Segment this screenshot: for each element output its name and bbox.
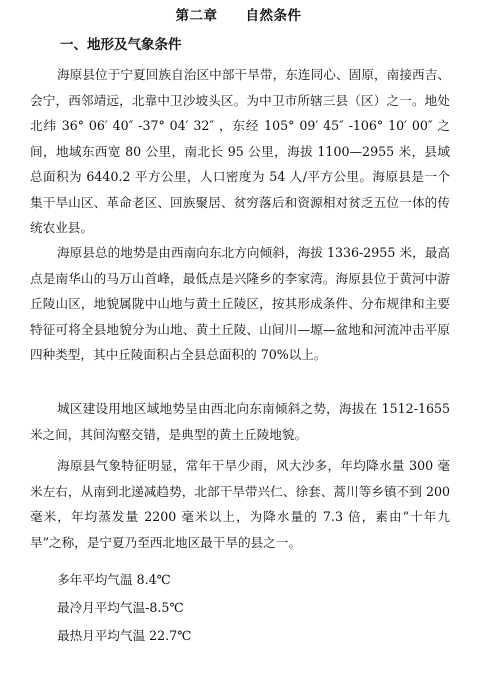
stat-annual-mean-temperature: 多年平均气温 8.4℃ (57, 572, 171, 587)
stat-hottest-month-temperature: 最热月平均气温 22.7℃ (57, 628, 192, 643)
stat-coldest-month-temperature: 最冷月平均气温-8.5℃ (57, 600, 184, 615)
paragraph-climate: 海原县气象特征明显，常年干旱少雨，风大沙多，年均降水量 300 毫米左右，从南到北递减趋势，北部干旱带兴仁、徐套、蒿川等乡镇不到 200 毫米，年均蒸发量 2200 毫米以上，为降水量的 7.3 倍，素由“十年九旱”之称，是宁夏乃至西北地区最干旱的县之一。 (30, 458, 450, 550)
section-heading: 一、地形及气象条件 (60, 37, 182, 53)
paragraph-terrain: 海原县总的地势是由西南向东北方向倾斜，海拔 1336-2955 米，最高点是南华山的马万山首峰，最低点是兴隆乡的李家湾。海原县位于黄河中游丘陵山区，地貌属陇中山地与黄土丘陵区，按其形成条件、分布规律和主要特征可将全县地貌分为山地、黄土丘陵、山间川—塬—盆地和河流冲击平原四种类型，其中丘陵面积占全县总面积的 70%以上。 (30, 245, 450, 362)
paragraph-urban-area: 城区建设用地区域地势呈由西北向东南倾斜之势，海拔在 1512-1655 米之间，其间沟壑交错，是典型的黄土丘陵地貌。 (30, 401, 450, 442)
paragraph-location: 海原县位于宁夏回族自治区中部干旱带，东连同心、固原，南接西吉、会宁，西邻靖远，北靠中卫沙坡头区。为中卫市所辖三县（区）之一。地处北纬 36° 06′ 40″ -37° 04′ 32″ ，东经 105° 09′ 45″ -106° 10′ 00″ 之间，地域东西宽 80 公里，南北长 95 公里，海拔 1100—2955 米，县域总面积为 6440.2 平方公里，人口密度为 54 人/平方公里。海原县是一个集干旱山区、革命老区、回族聚居、贫穷落后和资源相对贫乏五位一体的传统农业县。 (30, 67, 450, 235)
chapter-title: 第二章 自然条件 (175, 8, 302, 24)
